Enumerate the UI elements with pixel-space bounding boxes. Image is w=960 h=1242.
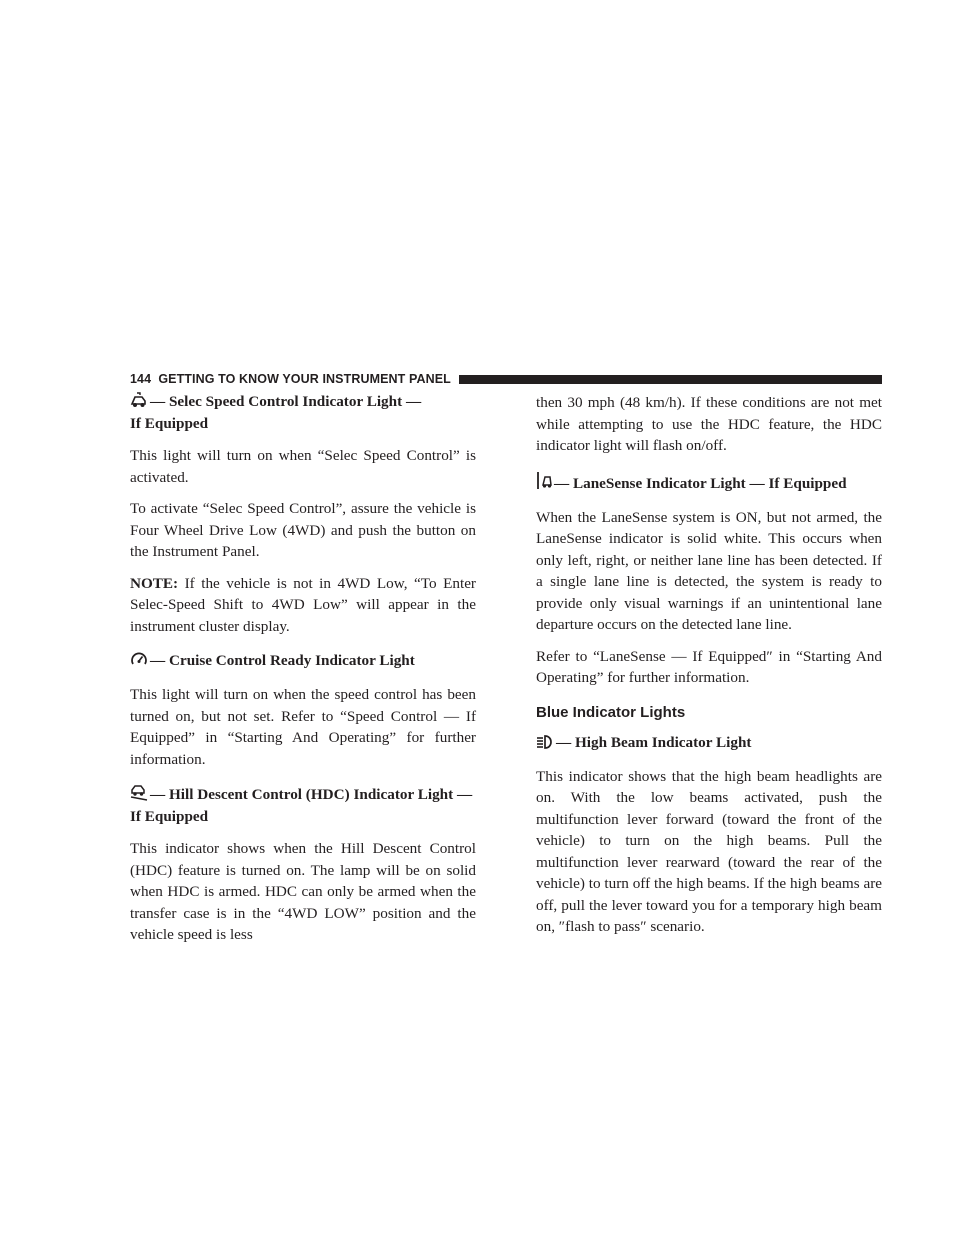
left-column [130, 392, 476, 956]
lanesense-heading [536, 471, 882, 496]
cruise-heading [130, 651, 476, 673]
selec-paragraph-2: To activate “Selec Speed Control”, assure the vehicle is Four Wheel Drive Low (4WD) and push the button on the Instrument Panel. [130, 500, 476, 560]
selec-heading-line1: — Selec Speed Control Indicator Light — [150, 393, 422, 410]
highbeam-heading-text: — High Beam Indicator Light [556, 733, 752, 751]
page-number: 144 [130, 372, 152, 386]
hdc-heading [130, 784, 476, 827]
selec-heading-line2: If Equipped [130, 415, 209, 432]
lanesense-paragraph-2: Refer to “LaneSense — If Equipped″ in “Starting And Operating” for further information. [536, 647, 882, 686]
note-text: If the vehicle is not in 4WD Low, “To Enter Selec-Speed Shift to 4WD Low” will appear in the instrument cluster display. [130, 574, 476, 635]
selec-speed-control-icon [130, 392, 148, 414]
cruise-heading-text: — Cruise Control Ready Indicator Light [150, 652, 415, 669]
lanesense-paragraph-1: When the LaneSense system is ON, but not armed, the LaneSense indicator is solid white. This occurs when only left, right, or neither lane line has been detected. If a single lane line is detected, the system is ready to provide only visual warnings if an unintentional lane departure occurs on the detected lane line. [536, 508, 882, 633]
hill-descent-icon [130, 784, 148, 807]
highbeam-paragraph-1: This indicator shows that the high beam headlights are on. With the low beams activated, push the multifunction lever forward (toward the front of the vehicle) to turn on the high beams. Pull the multifunction lever rearward (toward the rear of the vehicle) to turn off the high beams. If the high beams are off, pull the lever toward you for a temporary high beam on, ″flash to pass″ scenario. [536, 767, 882, 935]
note-label: NOTE: [130, 574, 179, 592]
selec-note [130, 573, 476, 638]
page-header-text [130, 371, 459, 387]
hdc-continued: then 30 mph (48 km/h). If these conditions are not met while attempting to use the HDC feature, the HDC indicator light will flash on/off. [536, 394, 882, 454]
high-beam-icon [536, 735, 554, 755]
hdc-heading-line1: — Hill Descent Control (HDC) Indicator Light — [150, 786, 473, 803]
hdc-heading-line2: If Equipped [130, 808, 209, 825]
hdc-paragraph-1: This indicator shows when the Hill Descent Control (HDC) feature is turned on. The lamp will be on solid when HDC is armed. HDC can only be armed when the transfer case is in the “4WD LOW” position and the vehicle speed is less [130, 840, 476, 943]
chapter-title: GETTING TO KNOW YOUR INSTRUMENT PANEL [158, 372, 451, 386]
selec-speed-heading [130, 392, 476, 434]
lanesense-heading-text: — LaneSense Indicator Light — If Equipped [554, 474, 847, 492]
cruise-paragraph-1: This light will turn on when the speed control has been turned on, but not set. Refer to “Speed Control — If Equipped” in “Starting And Operating” for further information. [130, 686, 476, 768]
highbeam-heading [536, 733, 882, 755]
right-column [536, 392, 882, 948]
cruise-control-icon [130, 652, 148, 673]
blue-indicator-section-title: Blue Indicator Lights [536, 703, 686, 721]
selec-paragraph-1: This light will turn on when “Selec Speed Control” is activated. [130, 447, 476, 486]
lanesense-icon [536, 471, 552, 496]
header-rule [459, 375, 882, 384]
page-header [130, 371, 882, 387]
